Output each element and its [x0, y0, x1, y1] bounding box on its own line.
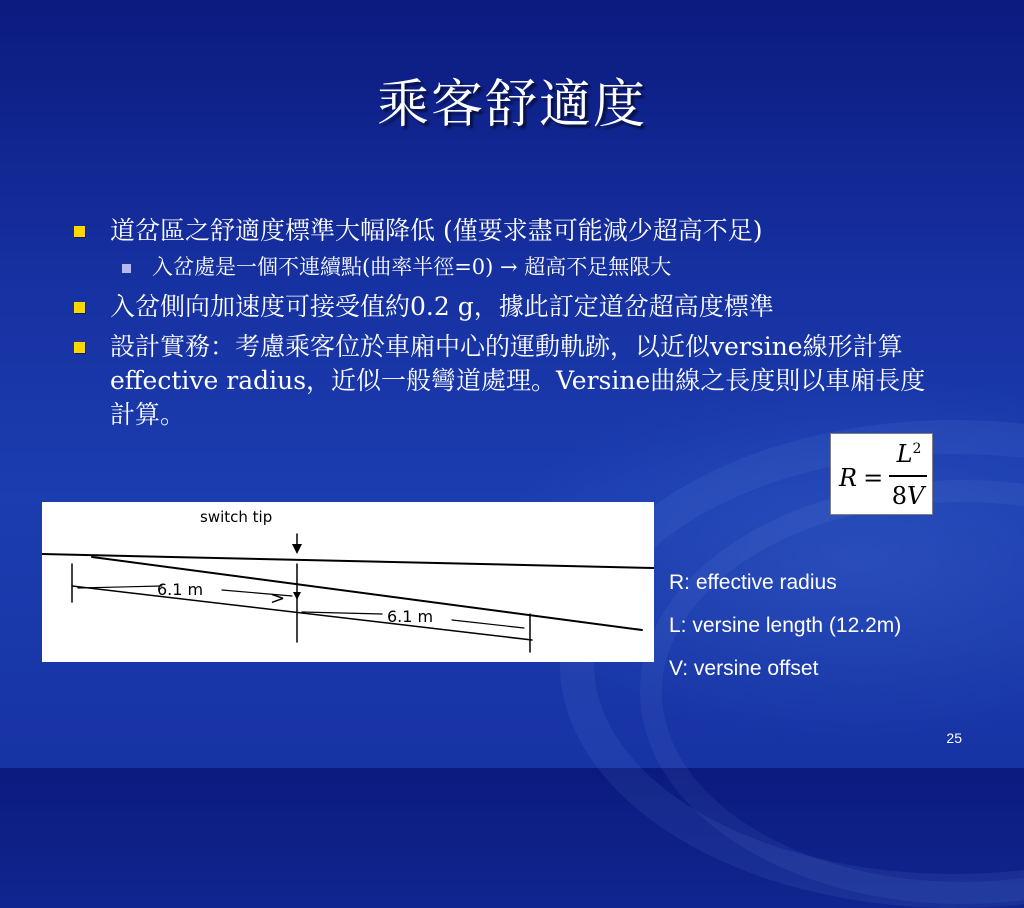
right-length-label: 6.1 m	[387, 607, 434, 626]
square-bullet-icon	[122, 264, 131, 273]
legend-item-r: R: effective radius	[669, 571, 837, 594]
square-bullet-icon	[74, 226, 85, 237]
formula-numerator: $L^2$	[896, 440, 922, 468]
formula-lhs: R =	[839, 464, 884, 492]
chord-line	[72, 586, 532, 640]
bullet-item	[70, 290, 950, 324]
bullet-text: 設計實務：考慮乘客位於車廂中心的運動軌跡，以近似versine線形計算effective radius，近似一般彎道處理。Versine曲線之長度則以車廂長度計算。	[110, 332, 926, 429]
bullet-item	[70, 214, 950, 248]
fraction-bar	[889, 475, 927, 477]
switch-diagram-svg	[42, 502, 654, 662]
offset-label: >	[270, 588, 286, 609]
main-track-line	[42, 554, 654, 568]
sub-bullet-item	[70, 252, 950, 282]
dimension-arrow	[452, 620, 524, 628]
legend-item-l: L: versine length (12.2m)	[669, 614, 902, 637]
bullet-text: 道岔區之舒適度標準大幅降低 (僅要求盡可能減少超高不足)	[110, 216, 763, 245]
arrowhead	[292, 544, 302, 554]
page-number: 25	[946, 730, 962, 746]
switch-tip-label: switch tip	[200, 508, 273, 526]
arrowhead	[293, 592, 301, 600]
slide-title: 乘客舒適度	[376, 75, 647, 135]
bullet-text: 入岔側向加速度可接受值約0.2 g，據此訂定道岔超高度標準	[110, 292, 774, 321]
switch-tip-diagram	[42, 502, 654, 662]
variable-legend	[669, 568, 901, 697]
bullet-list	[70, 214, 950, 438]
square-bullet-icon	[74, 342, 85, 353]
bullet-item	[70, 330, 950, 432]
bullet-text: 入岔處是一個不連續點(曲率半徑=0) → 超高不足無限大	[152, 255, 672, 279]
versine-formula	[830, 433, 933, 515]
dimension-arrow	[78, 586, 162, 588]
legend-item-v: V: versine offset	[669, 657, 819, 680]
formula-denominator: 8V	[891, 482, 925, 510]
square-bullet-icon	[74, 302, 85, 313]
left-length-label: 6.1 m	[157, 580, 204, 599]
